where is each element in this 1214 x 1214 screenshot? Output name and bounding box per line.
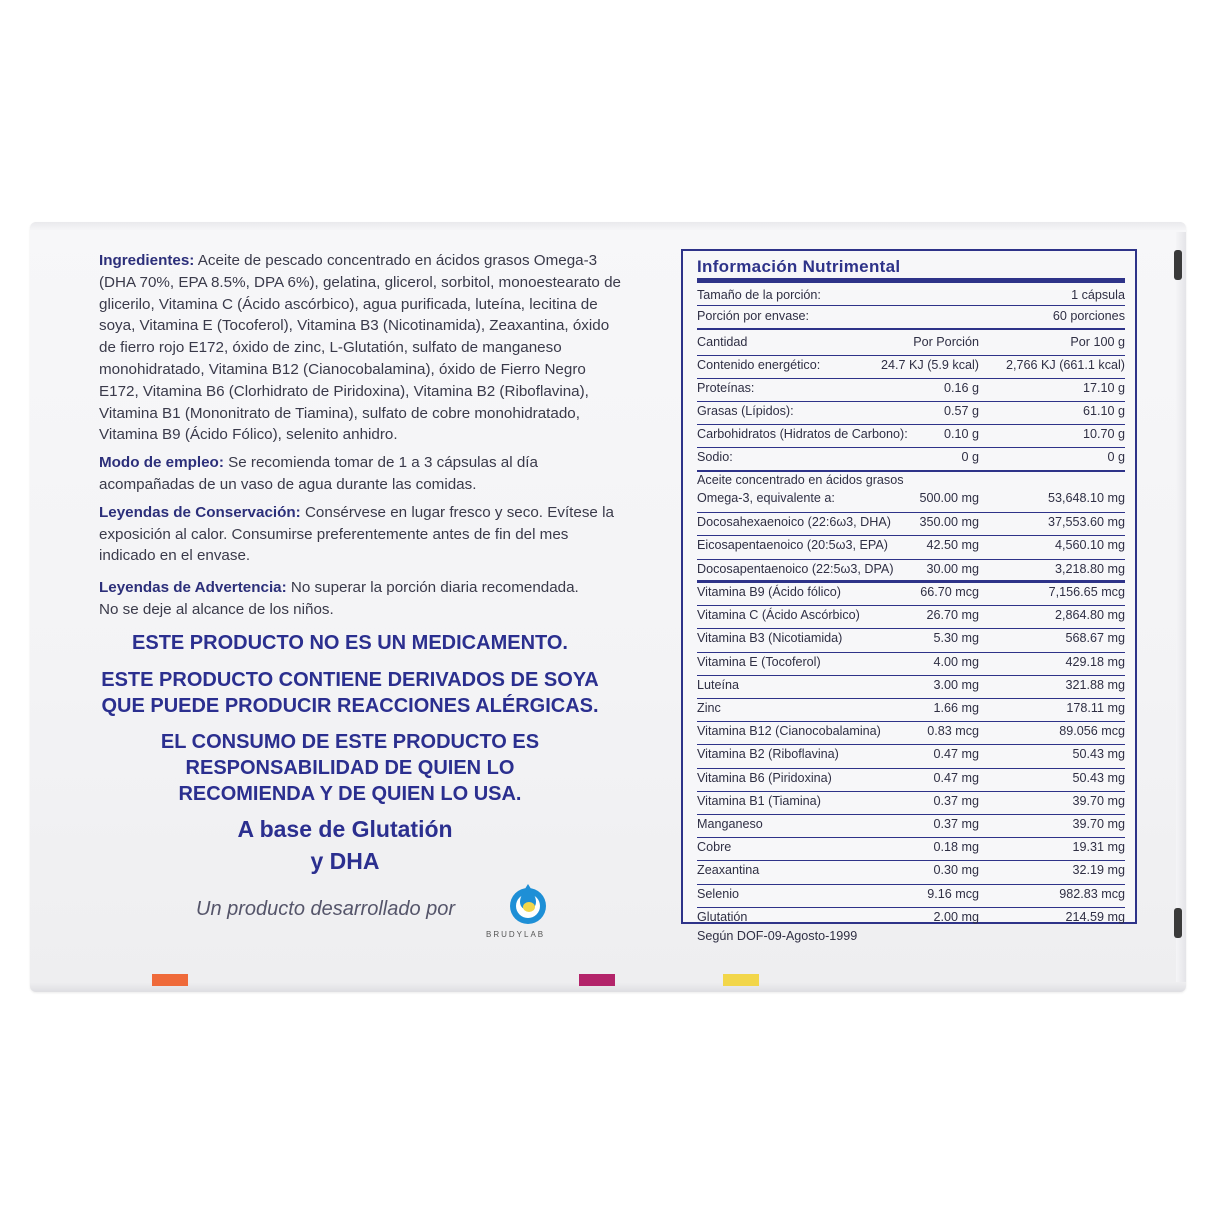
notice-responsibility-line3: RECOMIENDA Y DE QUIEN LO USA.	[178, 783, 522, 805]
nutrient-per-serving: 2.00 mg	[933, 909, 979, 924]
nutrient-per-100g: 429.18 mg	[1065, 654, 1125, 669]
notice-soy-line2: QUE PUEDE PRODUCIR REACCIONES ALÉRGICAS.	[101, 695, 599, 717]
nutrient-per-100g: 37,553.60 mg	[1047, 515, 1125, 529]
nutrient-per-serving: 0 g	[961, 450, 979, 464]
conservation-text: Consérvese en lugar fresco y seco. Evítese la exposición al calor. Consumirse preferentemente antes de fin del mes indicado en el envase.	[99, 503, 614, 565]
nutrient-label: Vitamina B12 (Cianocobalamina)	[697, 724, 881, 739]
nutrient-per-serving: 0.10 g	[943, 427, 979, 441]
nutrient-per-serving: 0.18 mg	[933, 840, 979, 855]
omega3-label-line2: Omega-3, equivalente a:	[697, 491, 835, 505]
conservation-paragraph	[99, 502, 629, 567]
nutrient-per-100g: 39.70 mg	[1072, 817, 1125, 831]
table-divider	[697, 424, 1125, 425]
table-divider	[697, 559, 1125, 560]
nutrient-label: Glutatión	[697, 909, 748, 924]
usage-label: Modo de empleo:	[99, 454, 224, 472]
regulation-footnote: Según DOF-09-Agosto-1999	[697, 929, 858, 943]
nutrient-per-100g: 19.31 mg	[1072, 840, 1125, 855]
notice-responsibility-line1: EL CONSUMO DE ESTE PRODUCTO ES	[160, 731, 540, 753]
per-100g-header: Por 100 g	[1070, 335, 1125, 349]
box-edge-right	[1176, 232, 1186, 982]
notice-responsibility	[60, 729, 640, 807]
nutrient-label: Sodio:	[697, 450, 733, 464]
table-divider	[697, 721, 1125, 722]
nutrient-per-100g: 2,766 KJ (661.1 kcal)	[1005, 358, 1125, 372]
nutrient-label: Proteínas:	[697, 381, 755, 395]
ingredients-text: Aceite de pescado concentrado en ácidos grasos Omega-3 (DHA 70%, EPA 8.5%, DPA 6%), gelatina, glicerol, sorbitol, monoestearato de glicerilo, Vitamina C (Ácido ascórbico), agua purificada, luteína, lecitina de soya, Vitamina E (Tocoferol), Vitamina B3 (Nicotinamida), Zeaxantina, óxido de fierro rojo E172, óxido de zinc, L-Glutatión, sulfato de manganeso monohidratado, Vitamina B12 (Cianocobalamina), óxido de Fierro Negro E172, Vitamina B6 (Clorhidrato de Piridoxina), Vitamina B2 (Riboflavina), Vitamina B1 (Mononitrato de Tiamina), sulfato de cobre monohidratado, Vitamina B9 (Ácido Fólico), selenito anhidro.	[99, 252, 621, 444]
nutrient-per-serving: 4.00 mg	[933, 654, 979, 669]
box-edge-top	[30, 222, 1186, 230]
box-notch-top	[1174, 250, 1182, 280]
nutrient-per-serving: 1.66 mg	[933, 701, 979, 715]
quantity-header: Cantidad	[697, 335, 748, 349]
nutrient-per-serving: 66.70 mcg	[920, 585, 979, 599]
nutrient-label: Manganeso	[697, 817, 763, 831]
nutrient-label: Vitamina B3 (Nicotiamida)	[697, 631, 843, 646]
table-divider	[697, 768, 1125, 769]
nutrient-label: Zeaxantina	[697, 863, 760, 878]
nutrient-per-100g: 214.59 mg	[1065, 909, 1125, 924]
nutrient-per-serving: 0.30 mg	[933, 863, 979, 878]
nutrient-label: Vitamina C (Ácido Ascórbico)	[697, 608, 860, 623]
table-divider	[697, 652, 1125, 653]
nutrient-per-100g: 10.70 g	[1082, 427, 1125, 441]
nutrient-per-serving: 0.16 g	[943, 381, 979, 395]
nutrient-per-100g: 178.11 mg	[1066, 701, 1125, 715]
nutrient-per-serving: 0.37 mg	[933, 817, 979, 831]
omega3-per-serving: 500.00 mg	[919, 491, 979, 505]
serving-size-label: Tamaño de la porción:	[697, 288, 821, 302]
nutrition-title: Información Nutrimental	[697, 257, 901, 276]
table-divider	[697, 470, 1125, 472]
usage-paragraph	[99, 452, 629, 496]
nutrient-per-serving: 5.30 mg	[933, 631, 979, 646]
table-divider	[697, 698, 1125, 699]
table-divider	[697, 628, 1125, 629]
nutrient-per-100g: 7,156.65 mcg	[1048, 585, 1125, 599]
nutrient-label: Vitamina B6 (Piridoxina)	[697, 770, 832, 785]
table-divider	[697, 814, 1125, 815]
table-divider	[697, 605, 1125, 606]
nutrient-label: Docosapentaenoico (22:5ω3, DPA)	[697, 561, 894, 576]
nutrient-per-serving: 3.00 mg	[933, 677, 979, 692]
omega3-label-line1: Aceite concentrado en ácidos grasos	[697, 473, 904, 487]
table-divider	[697, 744, 1125, 745]
nutrient-label: Vitamina B2 (Riboflavina)	[697, 747, 839, 762]
color-swatch-yellow	[723, 974, 759, 986]
nutrient-per-serving: 24.7 KJ (5.9 kcal)	[881, 358, 979, 372]
usage-text: Se recomienda tomar de 1 a 3 cápsulas al día acompañadas de un vaso de agua durante las comidas.	[99, 454, 538, 493]
table-divider	[697, 837, 1125, 838]
base-line1: A base de Glutatión	[237, 816, 453, 842]
nutrient-label: Selenio	[697, 886, 740, 901]
color-swatch-orange	[152, 974, 188, 986]
table-divider	[697, 378, 1125, 379]
table-divider	[697, 305, 1125, 306]
color-swatch-magenta	[579, 974, 615, 986]
nutrient-per-100g: 0 g	[1107, 450, 1125, 464]
warning-text: No superar la porción diaria recomendada. No se deje al alcance de los niños.	[99, 579, 579, 618]
nutrient-per-serving: 30.00 mg	[926, 561, 979, 576]
nutrient-per-100g: 4,560.10 mg	[1054, 538, 1125, 553]
serving-size-value: 1 cápsula	[1071, 288, 1125, 302]
nutrient-label: Grasas (Lípidos):	[697, 404, 794, 418]
nutrient-per-serving: 42.50 mg	[926, 538, 979, 553]
servings-value: 60 porciones	[1052, 309, 1125, 323]
nutrient-label: Luteína	[697, 677, 740, 692]
nutrient-per-100g: 61.10 g	[1082, 404, 1125, 418]
nutrient-label: Docosahexaenoico (22:6ω3, DHA)	[697, 515, 891, 529]
nutrient-per-serving: 350.00 mg	[919, 515, 979, 529]
conservation-label: Leyendas de Conservación:	[99, 503, 301, 521]
nutrient-label: Contenido energético:	[697, 358, 821, 372]
table-divider	[697, 582, 1125, 583]
table-divider	[697, 884, 1125, 885]
table-divider	[697, 791, 1125, 792]
ingredients-label: Ingredientes:	[99, 252, 195, 269]
brand-name: BRUDYLAB	[486, 930, 546, 939]
nutrient-per-100g: 3,218.80 mg	[1054, 561, 1125, 576]
table-divider	[697, 907, 1125, 908]
nutrient-per-100g: 32.19 mg	[1072, 863, 1125, 878]
nutrient-label: Vitamina E (Tocoferol)	[697, 654, 821, 669]
nutrient-per-100g: 17.10 g	[1082, 381, 1125, 395]
developed-by-text: Un producto desarrollado por	[196, 898, 456, 920]
nutrient-label: Carbohidratos (Hidratos de Carbono):	[697, 427, 908, 441]
notice-soy-line1: ESTE PRODUCTO CONTIENE DERIVADOS DE SOYA	[101, 669, 599, 691]
nutrient-label: Vitamina B1 (Tiamina)	[697, 793, 821, 808]
table-divider	[697, 401, 1125, 402]
nutrient-per-100g: 2,864.80 mg	[1054, 608, 1125, 623]
table-divider	[697, 860, 1125, 861]
nutrient-per-serving: 0.57 g	[943, 404, 979, 418]
table-divider	[697, 535, 1125, 536]
per-serving-header: Por Porción	[913, 335, 979, 349]
ingredients-block	[99, 250, 629, 627]
box-notch-bottom	[1174, 908, 1182, 938]
nutrient-per-serving: 0.47 mg	[933, 747, 979, 762]
nutrient-per-serving: 26.70 mg	[926, 608, 979, 623]
table-divider	[697, 355, 1125, 356]
nutrition-title-bar	[697, 278, 1125, 283]
nutrient-per-serving: 0.47 mg	[933, 770, 979, 785]
notice-not-medicine-text: ESTE PRODUCTO NO ES UN MEDICAMENTO.	[132, 632, 568, 654]
notice-not-medicine	[60, 630, 640, 656]
brudylab-logo-icon	[505, 880, 551, 926]
servings-label: Porción por envase:	[697, 309, 810, 323]
base-glutation	[60, 813, 630, 877]
notice-soy	[60, 667, 640, 719]
table-divider	[697, 675, 1125, 676]
nutrient-label: Cobre	[697, 840, 732, 855]
ingredients-paragraph	[99, 250, 629, 446]
nutrient-per-100g: 39.70 mg	[1072, 793, 1125, 808]
nutrient-per-100g: 568.67 mg	[1065, 631, 1125, 646]
nutrient-label: Zinc	[697, 701, 721, 715]
table-divider	[697, 512, 1125, 513]
nutrient-per-100g: 50.43 mg	[1072, 747, 1125, 762]
table-divider	[697, 447, 1125, 448]
nutrient-per-serving: 9.16 mcg	[927, 886, 979, 901]
nutrition-table	[681, 249, 1137, 924]
nutrient-per-100g: 50.43 mg	[1072, 770, 1125, 785]
nutrient-per-serving: 0.37 mg	[933, 793, 979, 808]
notice-responsibility-line2: RESPONSABILIDAD DE QUIEN LO	[185, 757, 515, 779]
nutrient-per-100g: 89.056 mcg	[1059, 724, 1125, 739]
omega3-per-100g: 53,648.10 mg	[1047, 491, 1125, 505]
base-line2: y DHA	[310, 848, 380, 874]
nutrient-per-100g: 321.88 mg	[1065, 677, 1125, 692]
nutrient-label: Eicosapentaenoico (20:5ω3, EPA)	[697, 538, 888, 553]
warning-label: Leyendas de Advertencia:	[99, 579, 287, 597]
warning-paragraph	[99, 577, 599, 621]
table-divider	[697, 328, 1125, 330]
nutrient-label: Vitamina B9 (Ácido fólico)	[697, 585, 841, 599]
nutrient-per-100g: 982.83 mcg	[1059, 886, 1125, 901]
nutrient-per-serving: 0.83 mcg	[927, 724, 979, 739]
